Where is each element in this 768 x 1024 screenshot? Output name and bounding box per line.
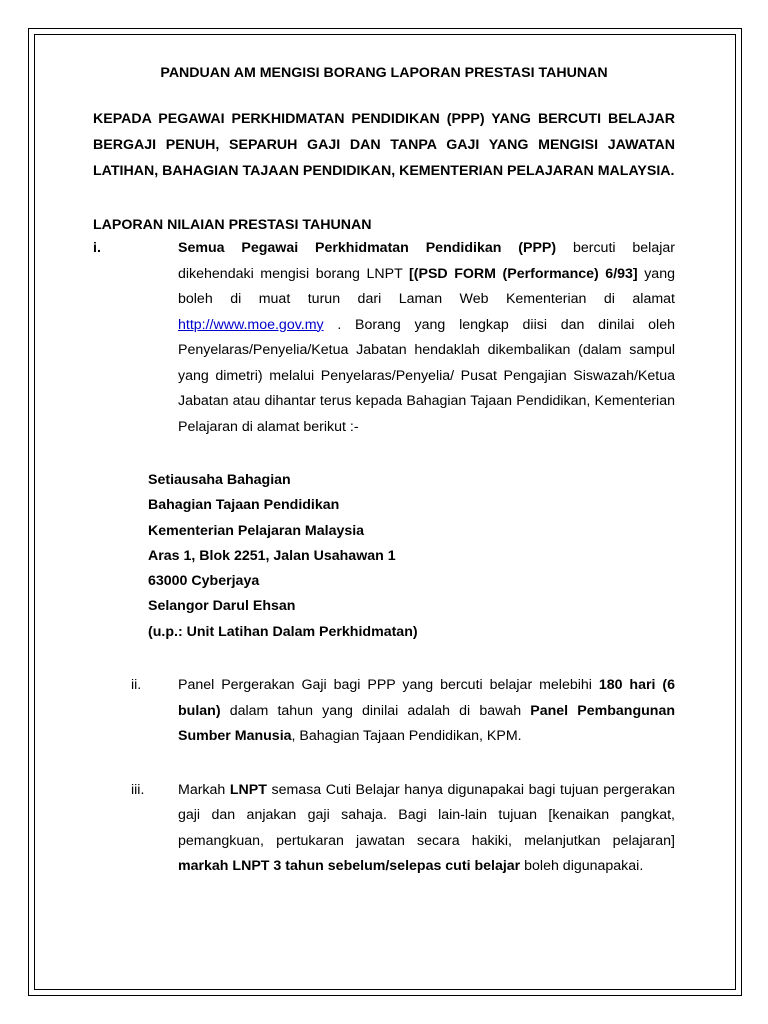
section-heading: LAPORAN NILAIAN PRESTASI TAHUNAN [93, 217, 372, 233]
document-content [93, 62, 675, 880]
address-line: Aras 1, Blok 2251, Jalan Usahawan 1 [148, 547, 396, 564]
intro-paragraph: KEPADA PEGAWAI PERKHIDMATAN PENDIDIKAN (PPP) YANG BERCUTI BELAJAR BERGAJI PENUH, SEPARUH GAJI DAN TANPA GAJI YANG MENGISI JAWATAN LATIHAN, BAHAGIAN TAJAAN PENDIDIKAN, KEMENTERIAN PELAJARAN MALAYSIA. [93, 111, 675, 179]
item-1-text-b: yang boleh di muat turun dari Laman Web Kementerian di alamat [178, 265, 675, 307]
item-3-body [178, 778, 675, 880]
item-2-text-b: dalam tahun yang dinilai adalah di bawah [220, 702, 531, 719]
item-1-body [178, 236, 675, 440]
item-2-bold-b: Panel Pembangunan Sumber Manusia [178, 702, 675, 745]
item-1-text-c: . Borang yang lengkap diisi dan dinilai oleh Penyelaras/Penyelia/Ketua Jabatan hendaklah dikembalikan (dalam sampul yang dimetri) melalui Penyelaras/Penyelia/ Pusat Pengajian Siswazah/Ketua Jabatan atau dihantar terus kepada Bahagian Tajaan Pendidikan, Kementerian Pelajaran di alamat berikut :- [178, 316, 675, 435]
address-line: Setiausaha Bahagian [148, 472, 291, 488]
document-title: PANDUAN AM MENGISI BORANG LAPORAN PRESTASI TAHUNAN [160, 65, 608, 81]
item-1-text-a: bercuti belajar dikehendaki mengisi borang LNPT [178, 240, 675, 282]
list-item-1 [93, 236, 675, 440]
address-line: Selangor Darul Ehsan [148, 598, 296, 615]
item-2-body [178, 673, 675, 750]
item-3-text-b: semasa Cuti Belajar hanya digunapakai bagi tujuan pergerakan gaji dan anjakan gaji sahaja. Bagi lain-lain tujuan [kenaikan pangkat, pemangkuan, pertukaran jawatan secara hakiki, melanjutkan pelajaran] [178, 781, 675, 849]
address-line: 63000 Cyberjaya [148, 573, 260, 590]
item-3-number: iii. [131, 781, 145, 798]
item-2-bold-a: 180 hari (6 bulan) [178, 677, 675, 719]
item-2-number: ii. [131, 677, 142, 694]
address-line: (u.p.: Unit Latihan Dalam Perkhidmatan) [148, 623, 418, 640]
mailing-address [148, 468, 675, 645]
item-2-text-c: , Bahagian Tajaan Pendidikan, KPM. [291, 728, 522, 745]
moe-website-link[interactable]: http://www.moe.gov.my [178, 316, 324, 333]
list-item-2 [93, 673, 675, 750]
item-3-bold-a: LNPT [229, 781, 267, 798]
item-3-text-a: Markah [178, 781, 230, 798]
item-1-bold-lead: Semua Pegawai Perkhidmatan Pendidikan (PPP) [178, 240, 557, 256]
list-item-3 [93, 778, 675, 880]
item-1-number: i. [93, 240, 101, 256]
item-3-text-c: boleh digunapakai. [520, 858, 644, 875]
address-line: Kementerian Pelajaran Malaysia [148, 522, 365, 539]
item-1-bold-form: [(PSD FORM (Performance) 6/93] [409, 265, 638, 282]
address-line: Bahagian Tajaan Pendidikan [148, 497, 340, 514]
item-3-bold-b: markah LNPT 3 tahun sebelum/selepas cuti belajar [178, 858, 521, 875]
item-2-text-a: Panel Pergerakan Gaji bagi PPP yang bercuti belajar melebihi [178, 677, 599, 694]
